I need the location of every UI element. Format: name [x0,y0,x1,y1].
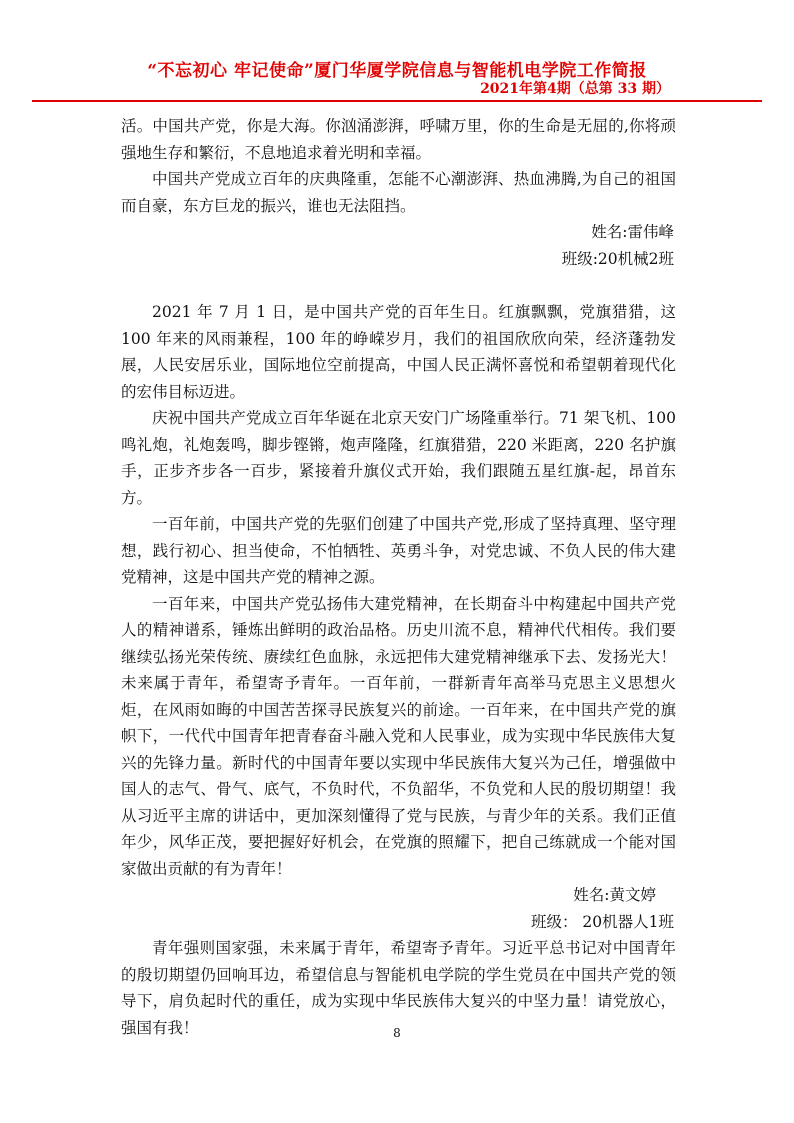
author-class: 班级： 20机器人1班 [530,912,674,931]
paragraph: 庆祝中国共产党成立百年华诞在北京天安门广场隆重举行。71 架飞机、100 鸣礼炮，礼炮轰鸣，脚步铿锵，炮声隆隆，红旗猎猎，220 米距离，220 名护旗手，正步齐步各一百步，紧接着升旗仪式开始，我们跟随五星红旗-起，昂首东方。 [121,409,676,507]
paragraph: 中国共产党成立百年的庆典隆重，怎能不心潮澎湃、热血沸腾,为自己的祖国而自豪，东方巨龙的振兴，谁也无法阻挡。 [121,170,676,215]
newsletter-title: “不忘初心 牢记使命”厦门华厦学院信息与智能机电学院工作简报 [147,61,647,81]
paragraph: 一百年前，中国共产党的先驱们创建了中国共产党,形成了坚持真理、坚守理想，践行初心、担当使命，不怕牺牲、英勇斗争，对党忠诚、不负人民的伟大建党精神，这是中国共产党的精神之源。 [121,515,676,586]
article-body [121,113,676,1041]
paragraph: 2021 年 7 月 1 日，是中国共产党的百年生日。红旗飘飘，党旗猎猎，这 100 年来的风雨兼程，100 年的峥嵘岁月，我们的祖国欣欣向荣，经济蓬勃发展，人民安居乐业，国际地位空前提高，中国人民正满怀喜悦和希望朝着现代化的宏伟目标迈进。 [121,303,676,401]
author-name: 姓名:黄文婷 [573,886,656,904]
page-number: 8 [393,1026,401,1040]
paragraph: 青年强则国家强，未来属于青年，希望寄予青年。习近平总书记对中国青年的殷切期望仍回响耳边，希望信息与智能机电学院的学生党员在中国共产党的领导下，肩负起时代的重任，成为实现中华民族伟大复兴的中坚力量！请党放心，强国有我！ [121,939,676,1037]
header-divider [32,100,762,102]
author-class: 班级:20机械2班 [561,249,674,268]
issue-number: 2021年第4期（总第 33 期） [480,81,670,97]
spacer [121,272,676,299]
author-name: 姓名:雷伟峰 [591,223,674,241]
paragraph: 一百年来，中国共产党弘扬伟大建党精神，在长期奋斗中构建起中国共产党人的精神谱系，锤炼出鲜明的政治品格。历史川流不息，精神代代相传。我们要继续弘扬光荣传统、赓续红色血脉，永远把伟大建党精神继承下去、发扬光大！未来属于青年，希望寄予青年。一百年前，一群新青年高举马克思主义思想火炬，在风雨如晦的中国苦苦探寻民族复兴的前途。一百年来，在中国共产党的旗帜下，一代代中国青年把青春奋斗融入党和人民事业，成为实现中华民族伟大复兴的先锋力量。新时代的中国青年要以实现中华民族伟大复兴为己任，增强做中国人的志气、骨气、底气，不负时代，不负韶华，不负党和人民的殷切期望！我从习近平主席的讲话中，更加深刻懂得了党与民族，与青少年的关系。我们正值年少，风华正茂，要把握好好机会，在党旗的照耀下，把自己练就成一个能对国家做出贡献的有为青年！ [121,594,676,878]
paragraph: 活。中国共产党，你是大海。你汹涌澎湃，呼啸万里，你的生命是无屈的,你将顽强地生存和繁衍，不息地追求着光明和幸福。 [121,117,676,162]
